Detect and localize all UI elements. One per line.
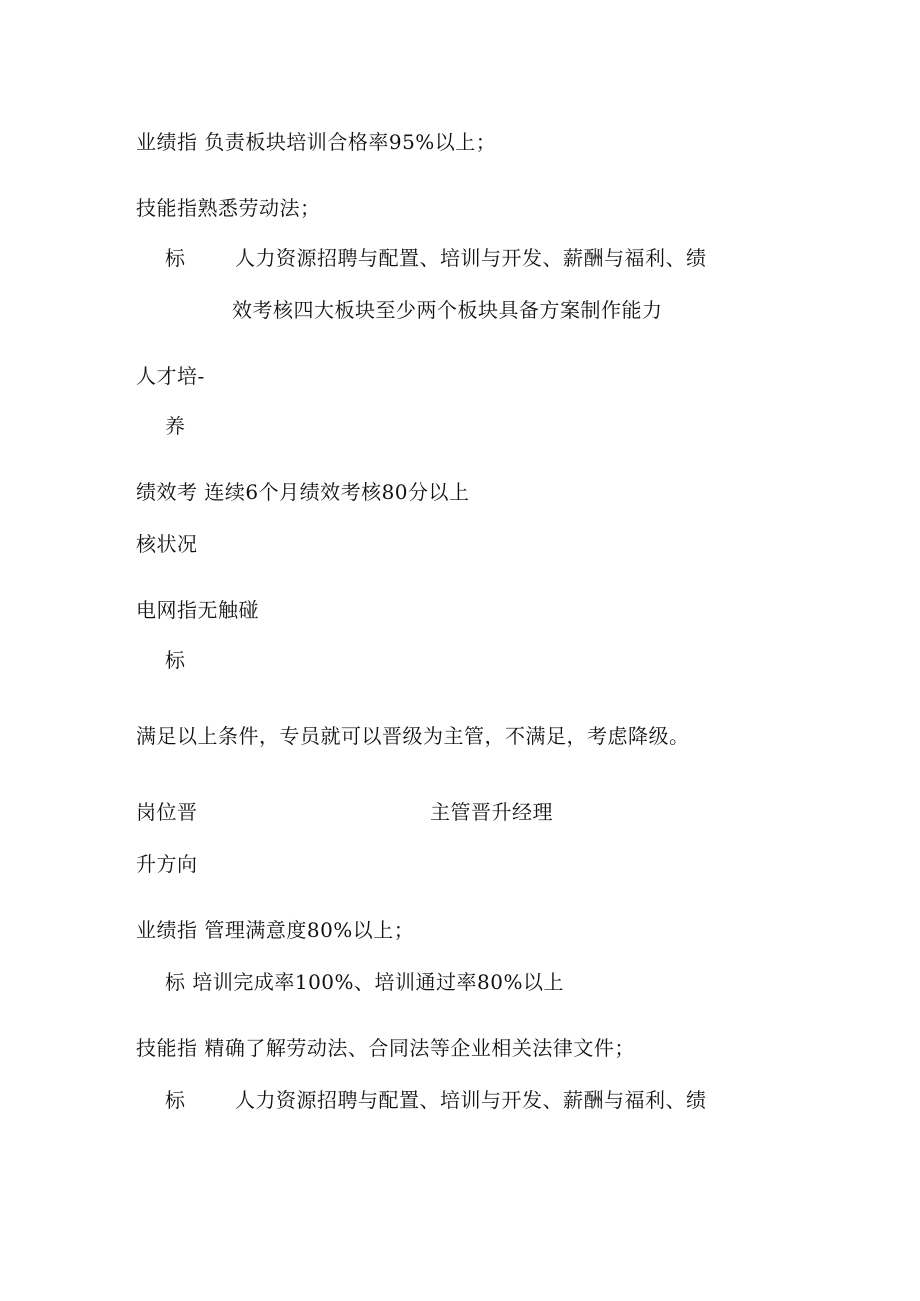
text-line: 人力资源招聘与配置、培训与开发、薪酬与福利、绩 xyxy=(235,246,707,270)
text-line: 岗位晋 xyxy=(136,800,198,824)
text-line: 升方向 xyxy=(136,852,198,876)
text-line: 人才培- xyxy=(136,364,205,388)
text-line: 人力资源招聘与配置、培训与开发、薪酬与福利、绩 xyxy=(235,1088,707,1112)
text-line: 满足以上条件，专员就可以晋级为主管，不满足，考虑降级。 xyxy=(136,724,690,748)
text-line: 技能指 精确了解劳动法、合同法等企业相关法律文件； xyxy=(136,1036,635,1060)
text-line: 养 xyxy=(165,414,186,438)
text-line: 业绩指 管理满意度80%以上； xyxy=(136,918,415,942)
text-line: 标 xyxy=(165,1088,186,1112)
text-line: 主管晋升经理 xyxy=(430,800,553,824)
text-line: 标 培训完成率100%、培训通过率80%以上 xyxy=(165,970,564,994)
text-line: 技能指熟悉劳动法； xyxy=(136,196,321,220)
text-line: 业绩指 负责板块培训合格率95%以上； xyxy=(136,130,497,154)
text-line: 绩效考 连续6个月绩效考核80分以上 xyxy=(136,480,470,504)
text-line: 标 xyxy=(165,648,186,672)
text-line: 电网指无触碰 xyxy=(136,598,259,622)
text-line: 核状况 xyxy=(136,532,198,556)
text-line: 效考核四大板块至少两个板块具备方案制作能力 xyxy=(232,298,663,322)
text-line: 标 xyxy=(165,246,186,270)
